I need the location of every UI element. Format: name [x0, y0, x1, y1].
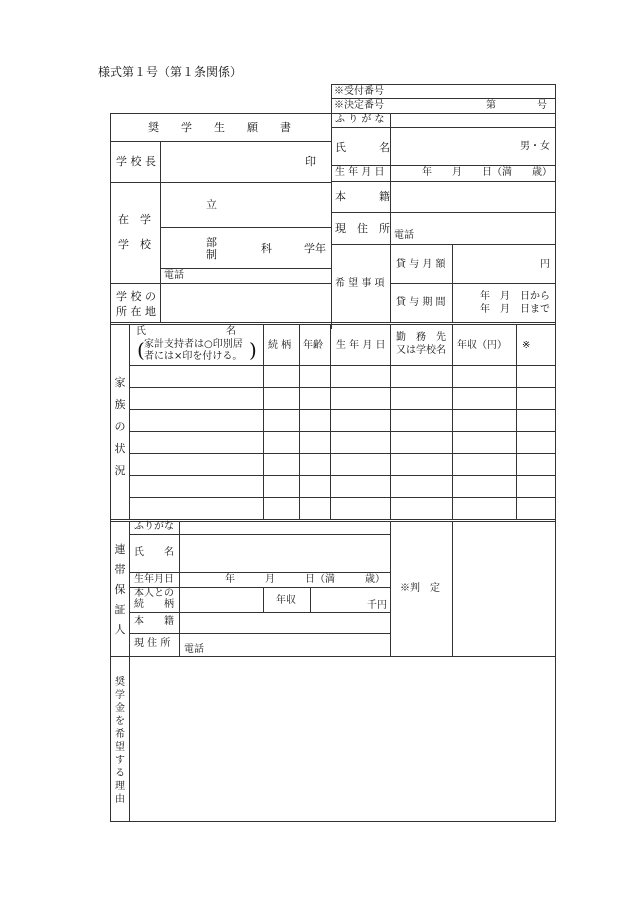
reason-section-label: 奨学金を希望する理由	[115, 677, 125, 805]
applicant-address-label: 現 住 所	[335, 222, 390, 235]
applicant-birth-label: 生 年 月 日	[335, 167, 385, 178]
principal-label: 学 校 長	[116, 155, 156, 168]
guarantor-relation-1: 本人との	[134, 588, 174, 599]
guarantor-name-label: 氏 名	[134, 547, 174, 558]
period-from: 年 月 日から	[480, 291, 550, 302]
family-col-relation: 続 柄	[268, 340, 292, 351]
guarantor-relation-2: 続 柄	[134, 599, 174, 610]
family-col-work-2: 又は学校名	[396, 345, 446, 356]
school-tel-label: 電話	[164, 270, 184, 281]
guarantor-address-label: 現 住 所	[134, 638, 171, 649]
school-address-label-1: 学 校 の	[116, 290, 156, 303]
guarantor-honseki-label: 本 籍	[134, 616, 174, 627]
receipt-number-label: ※受付番号	[334, 86, 384, 97]
judge-label: ※判 定	[400, 583, 440, 594]
decision-number-label: ※決定番号	[334, 100, 384, 111]
family-note-2: 者には×印を付ける。	[144, 351, 243, 362]
application-title: 奨 学 生 願 書	[148, 121, 291, 134]
guarantor-tel-label: 電話	[184, 644, 204, 655]
period-to: 年 月 日まで	[480, 304, 550, 315]
family-col-income: 年収（円）	[457, 340, 507, 351]
family-note-1: 家計支持者は○印別居	[144, 339, 243, 350]
sei-label: 制	[206, 248, 217, 261]
applicant-birth-format: 年 月 日（満 歳）	[422, 167, 552, 178]
applicant-tel-label: 電話	[394, 230, 414, 241]
applicant-name-label: 氏 名	[335, 141, 390, 154]
guarantor-birth-format: 年 月 日（満 歳）	[225, 574, 385, 585]
school-label-2: 学 校	[118, 238, 151, 251]
dai-label: 第	[486, 100, 496, 111]
guarantor-section-label: 連帯保証人	[114, 543, 126, 636]
guarantor-birth-label: 生年月日	[134, 574, 174, 585]
guarantor-furigana-label: ふりがな	[134, 521, 174, 532]
family-col-work-1: 勤 務 先	[396, 332, 446, 343]
guarantor-sen-label: 千円	[367, 600, 387, 611]
loan-period-label: 貸 与 期 間	[396, 297, 446, 308]
bu-label: 部	[206, 236, 217, 249]
family-col-age: 年齢	[303, 340, 323, 351]
family-section-label: 家族の状況	[114, 376, 126, 477]
bracket-left: (	[137, 338, 145, 362]
ritsu-label: 立	[206, 198, 217, 211]
bracket-right: )	[249, 338, 257, 362]
applicant-honseki-label: 本 籍	[335, 190, 390, 203]
ka-label: 科	[261, 242, 272, 255]
family-col-birth: 生 年 月 日	[336, 340, 386, 351]
family-col-name: 氏 名	[136, 326, 236, 337]
seal-mark: 印	[305, 155, 316, 168]
yen-label: 円	[540, 259, 550, 270]
gakunen-label: 学年	[304, 242, 326, 255]
school-label-1: 在 学	[118, 213, 151, 226]
family-col-mark: ※	[522, 340, 531, 351]
wish-label: 希 望 事 項	[335, 278, 385, 289]
gender-label: 男・女	[520, 141, 550, 152]
school-address-label-2: 所 在 地	[116, 305, 156, 318]
applicant-furigana-label: ふ り が な	[335, 114, 385, 125]
guarantor-income-label: 年収	[276, 595, 296, 606]
go-label: 号	[537, 100, 547, 111]
form-title: 様式第１号（第１条関係）	[98, 65, 243, 79]
loan-amount-label: 貸 与 月 額	[396, 259, 446, 270]
